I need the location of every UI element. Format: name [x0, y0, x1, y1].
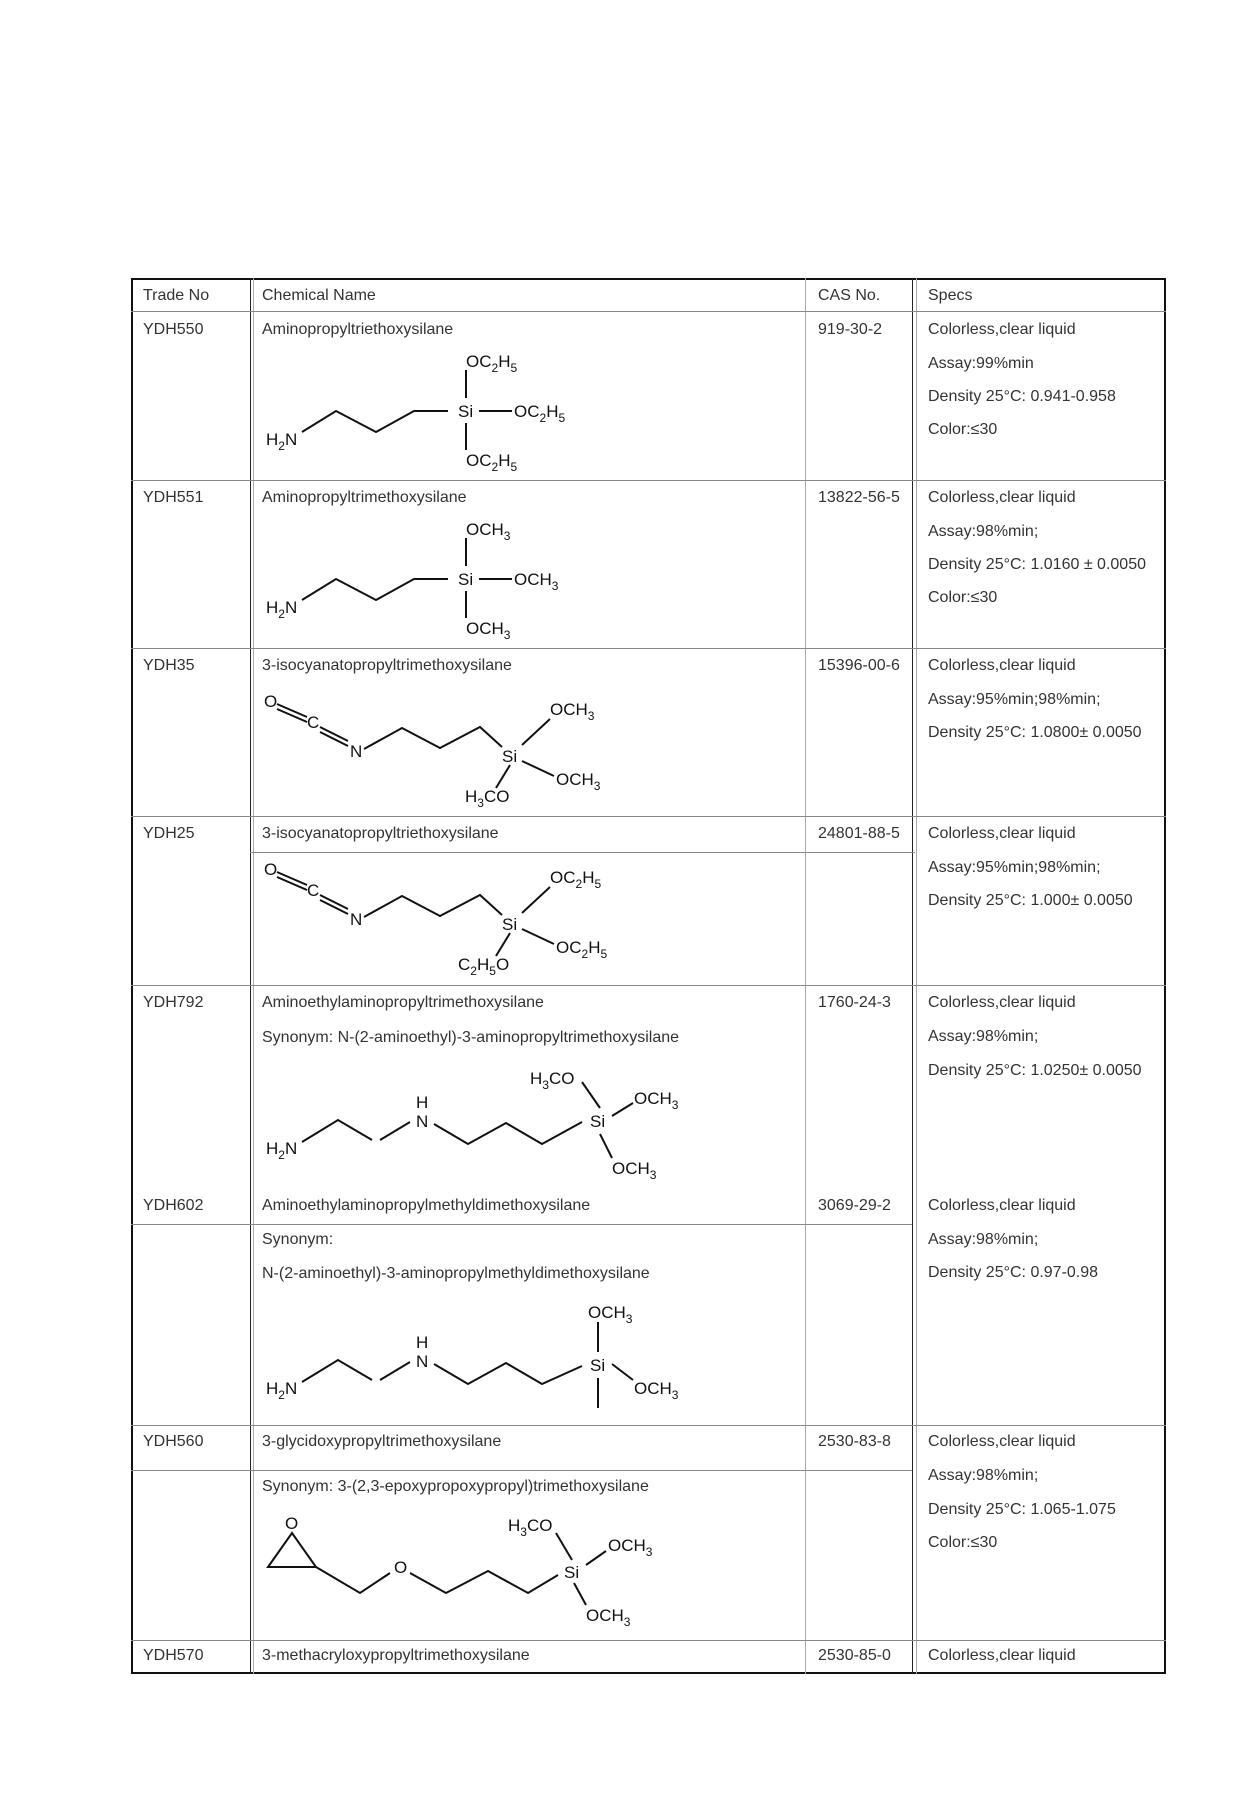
trade-no: YDH25 — [143, 825, 195, 842]
svg-text:H3CO: $H_3CO$ — [508, 1516, 553, 1539]
col-divider — [250, 278, 251, 1674]
row-divider — [131, 1425, 1166, 1426]
svg-text:OC2H5: $OC_2H_5$ — [466, 352, 518, 375]
cas-number: 3069-29-2 — [818, 1197, 891, 1214]
spec-line: Density 25°C: 1.0250± 0.0050 — [928, 1062, 1142, 1079]
chemical-name: Aminoethylaminopropylmethyldimethoxysilane — [262, 1197, 591, 1214]
col-divider — [253, 278, 254, 1674]
header-trade-no: Trade No — [143, 287, 210, 304]
table-border-bottom — [131, 1672, 1166, 1674]
spec-line: Colorless,clear liquid — [928, 1197, 1076, 1214]
row-divider — [131, 311, 1166, 312]
svg-text:Si: Si — [458, 402, 474, 421]
svg-text:OCH3: $OCH_3$ — [466, 619, 511, 642]
chemical-name: Aminopropyltrimethoxysilane — [262, 489, 467, 506]
synonym: Synonym: 3-(2,3-epoxypropoxypropyl)trimethoxysilane — [262, 1478, 649, 1495]
svg-text:N: N — [350, 910, 363, 929]
svg-text:H2N: $H_2N$ — [266, 430, 298, 453]
spec-line: Assay:98%min; — [928, 1231, 1039, 1248]
svg-text:C: C — [307, 881, 320, 900]
svg-text:N: N — [416, 1112, 429, 1131]
svg-text:Si: Si — [590, 1356, 606, 1375]
svg-text:O: O — [394, 1558, 408, 1577]
spec-line: Colorless,clear liquid — [928, 489, 1076, 506]
chemical-name: Aminopropyltriethoxysilane — [262, 321, 454, 338]
row-divider — [131, 648, 1166, 649]
spec-line: Assay:98%min; — [928, 523, 1039, 540]
cas-number: 2530-85-0 — [818, 1647, 891, 1664]
synonym: N-(2-aminoethyl)-3-aminopropylmethyldimethoxysilane — [262, 1265, 650, 1282]
spec-line: Density 25°C: 1.0160 ± 0.0050 — [928, 556, 1146, 573]
structure-diagram — [260, 853, 630, 978]
spec-line: Color:≤30 — [928, 589, 998, 606]
spec-line: Density 25°C: 1.0800± 0.0050 — [928, 724, 1142, 741]
cas-number: 919-30-2 — [818, 321, 883, 338]
spec-line: Density 25°C: 1.065-1.075 — [928, 1501, 1116, 1518]
chemical-name: 3-methacryloxypropyltrimethoxysilane — [262, 1647, 530, 1664]
svg-text:Si: Si — [502, 747, 518, 766]
svg-text:OCH3: $OCH_3$ — [634, 1089, 679, 1112]
svg-text:N: N — [416, 1352, 429, 1371]
chemical-name: Aminoethylaminopropyltrimethoxysilane — [262, 994, 544, 1011]
svg-text:OC2H5: $OC_2H_5$ — [514, 402, 566, 425]
svg-text:H3CO: $H_3CO$ — [530, 1069, 575, 1092]
row-divider — [131, 1224, 912, 1225]
cas-number: 24801-88-5 — [818, 825, 900, 842]
svg-text:H2N: $H_2N$ — [266, 1379, 298, 1402]
header-specs: Specs — [928, 287, 973, 304]
spec-line: Density 25°C: 1.000± 0.0050 — [928, 892, 1133, 909]
spec-line: Density 25°C: 0.941-0.958 — [928, 388, 1116, 405]
svg-text:OCH3: $OCH_3$ — [556, 770, 601, 793]
svg-text:Si: Si — [458, 570, 474, 589]
svg-text:OCH3: $OCH_3$ — [634, 1379, 679, 1402]
trade-no: YDH35 — [143, 657, 195, 674]
spec-line: Assay:98%min; — [928, 1467, 1039, 1484]
svg-text:OCH3: $OCH_3$ — [612, 1159, 657, 1182]
svg-text:Si: Si — [590, 1112, 606, 1131]
svg-text:OC2H5: $OC_2H_5$ — [556, 938, 608, 961]
table-border-left — [131, 278, 133, 1674]
table-border-top — [131, 278, 1166, 280]
structure-diagram — [260, 350, 590, 475]
svg-text:Si: Si — [564, 1563, 580, 1582]
svg-text:H3CO: $H_3CO$ — [465, 787, 510, 810]
trade-no: YDH602 — [143, 1197, 204, 1214]
spec-line: Assay:99%min — [928, 355, 1034, 372]
row-divider — [131, 985, 1166, 986]
col-divider — [805, 278, 806, 1674]
synonym: Synonym: N-(2-aminoethyl)-3-aminopropyltrimethoxysilane — [262, 1029, 680, 1046]
structure-diagram — [260, 685, 630, 810]
spec-line: Color:≤30 — [928, 421, 998, 438]
col-divider — [916, 278, 917, 1674]
spec-line: Colorless,clear liquid — [928, 1433, 1076, 1450]
svg-text:H: H — [416, 1333, 429, 1352]
svg-text:O: O — [285, 1514, 299, 1533]
structure-diagram — [260, 1060, 700, 1180]
row-divider — [131, 1470, 912, 1471]
svg-text:OCH3: $OCH_3$ — [514, 570, 559, 593]
svg-text:C2H5O: $C_2H_5O$ — [458, 955, 510, 978]
cas-number: 2530-83-8 — [818, 1433, 891, 1450]
table-border-right — [1164, 278, 1166, 1674]
col-divider — [912, 278, 913, 1674]
svg-text:O: O — [264, 692, 278, 711]
cas-number: 13822-56-5 — [818, 489, 900, 506]
trade-no: YDH551 — [143, 489, 204, 506]
trade-no: YDH792 — [143, 994, 204, 1011]
spec-line: Colorless,clear liquid — [928, 321, 1076, 338]
chemical-name: 3-isocyanatopropyltriethoxysilane — [262, 825, 499, 842]
svg-text:Si: Si — [502, 915, 518, 934]
cas-number: 15396-00-6 — [818, 657, 900, 674]
chemical-name: 3-isocyanatopropyltrimethoxysilane — [262, 657, 512, 674]
structure-diagram — [260, 1300, 700, 1425]
spec-line: Assay:98%min; — [928, 1028, 1039, 1045]
svg-text:OCH3: $OCH_3$ — [588, 1303, 633, 1326]
svg-text:OC2H5: $OC_2H_5$ — [466, 451, 518, 474]
trade-no: YDH550 — [143, 321, 204, 338]
spec-line: Color:≤30 — [928, 1534, 998, 1551]
svg-text:H2N: $H_2N$ — [266, 1139, 298, 1162]
spec-line: Assay:95%min;98%min; — [928, 859, 1101, 876]
structure-diagram — [260, 1505, 700, 1635]
trade-no: YDH570 — [143, 1647, 204, 1664]
svg-text:OCH3: $OCH_3$ — [466, 520, 511, 543]
svg-text:OCH3: $OCH_3$ — [550, 700, 595, 723]
svg-text:H: H — [416, 1093, 429, 1112]
spec-line: Assay:95%min;98%min; — [928, 691, 1101, 708]
svg-text:OCH3: $OCH_3$ — [608, 1536, 653, 1559]
trade-no: YDH560 — [143, 1433, 204, 1450]
svg-text:H2N: $H_2N$ — [266, 598, 298, 621]
row-divider — [131, 1640, 1166, 1641]
chemical-name: 3-glycidoxypropyltrimethoxysilane — [262, 1433, 502, 1450]
header-chemical-name: Chemical Name — [262, 287, 376, 304]
spec-line: Colorless,clear liquid — [928, 994, 1076, 1011]
cas-number: 1760-24-3 — [818, 994, 891, 1011]
synonym-label: Synonym: — [262, 1231, 334, 1248]
spec-line: Colorless,clear liquid — [928, 657, 1076, 674]
spec-line: Colorless,clear liquid — [928, 825, 1076, 842]
svg-text:C: C — [307, 713, 320, 732]
svg-text:O: O — [264, 860, 278, 879]
row-divider — [131, 816, 1166, 817]
header-cas-no: CAS No. — [818, 287, 881, 304]
row-divider — [131, 480, 1166, 481]
structure-diagram — [260, 518, 590, 643]
spec-line: Density 25°C: 0.97-0.98 — [928, 1264, 1099, 1281]
svg-text:OC2H5: $OC_2H_5$ — [550, 868, 602, 891]
svg-text:N: N — [350, 742, 363, 761]
spec-line: Colorless,clear liquid — [928, 1647, 1076, 1664]
svg-text:OCH3: $OCH_3$ — [586, 1606, 631, 1629]
